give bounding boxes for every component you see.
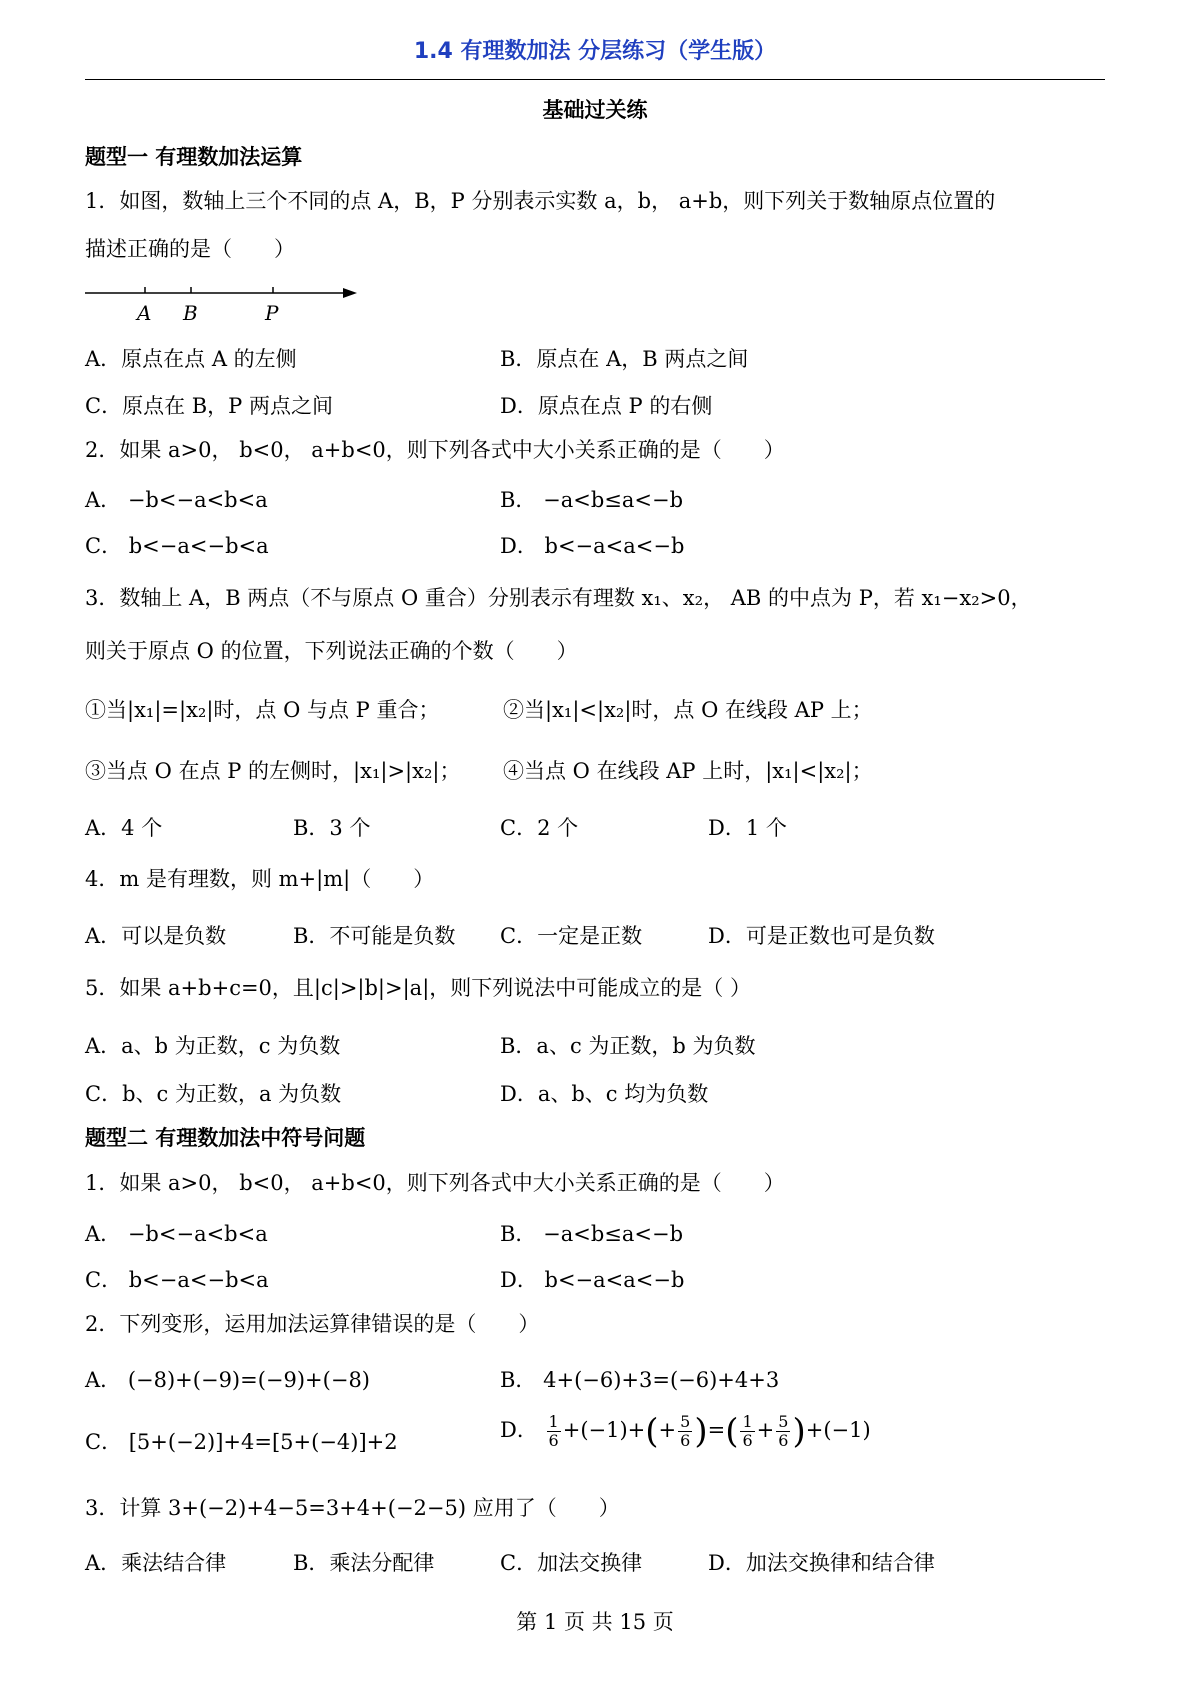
fraction-1-6-b: $\frac{1}{6}$ [742, 1412, 753, 1450]
t2-q3-option-b[interactable]: B．乘法分配律 [293, 1551, 435, 1575]
t1-q3-line2: 则关于原点 O 的位置，下列说法正确的个数（ ） [85, 639, 578, 663]
t1-q3-statement-4: ④当点 O 在线段 AP 上时，|x₁|<|x₂|； [503, 759, 873, 783]
t1-q2-option-a[interactable]: A． −b<−a<b<a [85, 488, 268, 512]
label-a: A [137, 301, 152, 324]
t1-q4-option-b[interactable]: B．不可能是负数 [293, 924, 456, 948]
type1-heading: 题型一 有理数加法运算 [85, 145, 303, 169]
t1-q5-option-a[interactable]: A．a、b 为正数，c 为负数 [85, 1034, 341, 1058]
t2-q2-option-d[interactable]: D． $\frac{1}{6}$ +(−1)+(+ $\frac{5}{6}$ )=( $\frac{1}{6}$ + $\frac{5}{6}$ )+(−1) [500, 1411, 871, 1452]
t1-q3-option-d[interactable]: D．1 个 [708, 816, 787, 840]
type2-heading: 题型二 有理数加法中符号问题 [85, 1126, 366, 1150]
t2-q3-stem: 3．计算 3+(−2)+4−5=3+4+(−2−5) 应用了（ ） [85, 1496, 620, 1520]
t1-q4-option-a[interactable]: A．可以是负数 [85, 924, 227, 948]
t2-q1-option-b[interactable]: B． −a<b≤a<−b [500, 1222, 684, 1246]
section-title: 基础过关练 [542, 98, 648, 122]
t2-q1-option-d[interactable]: D． b<−a<a<−b [500, 1268, 685, 1292]
t2-q2-stem: 2．下列变形，运用加法运算律错误的是（ ） [85, 1312, 540, 1336]
t1-q1-option-d[interactable]: D．原点在点 P 的右侧 [500, 394, 713, 418]
fraction-5-6: $\frac{5}{6}$ [680, 1412, 691, 1450]
t1-q1-option-b[interactable]: B．原点在 A，B 两点之间 [500, 347, 749, 371]
t1-q5-option-b[interactable]: B．a、c 为正数，b 为负数 [500, 1034, 756, 1058]
t2-q2-option-c[interactable]: C． [5+(−2)]+4=[5+(−4)]+2 [85, 1430, 398, 1454]
t1-q1-option-c[interactable]: C．原点在 B，P 两点之间 [85, 394, 333, 418]
t1-q5-stem: 5．如果 a+b+c=0，且|c|>|b|>|a|，则下列说法中可能成立的是（ ） [85, 976, 751, 1000]
page-footer: 第 1 页 共 15 页 [516, 1610, 674, 1634]
t1-q1-line1: 1．如图，数轴上三个不同的点 A，B，P 分别表示实数 a，b， a+b，则下列关于数轴原点位置的 [85, 189, 996, 213]
fraction-5-6-b: $\frac{5}{6}$ [778, 1412, 789, 1450]
number-line-figure [85, 280, 365, 324]
t1-q3-option-b[interactable]: B．3 个 [293, 816, 371, 840]
label-b: B [183, 301, 198, 324]
t2-q3-option-d[interactable]: D．加法交换律和结合律 [708, 1551, 935, 1575]
t1-q3-statement-1: ①当|x₁|=|x₂|时，点 O 与点 P 重合； [85, 698, 440, 722]
t2-q2-option-d-label: D． [500, 1418, 538, 1442]
axis-arrow-icon [343, 288, 357, 298]
t2-q1-stem: 1．如果 a>0， b<0， a+b<0，则下列各式中大小关系正确的是（ ） [85, 1171, 785, 1195]
t1-q2-stem: 2．如果 a>0， b<0， a+b<0，则下列各式中大小关系正确的是（ ） [85, 438, 785, 462]
t1-q3-line1: 3．数轴上 A，B 两点（不与原点 O 重合）分别表示有理数 x₁、x₂， AB 的中点为 P，若 x₁−x₂>0， [85, 586, 1032, 610]
t1-q3-option-c[interactable]: C．2 个 [500, 816, 579, 840]
t1-q2-option-c[interactable]: C． b<−a<−b<a [85, 534, 269, 558]
t1-q3-statement-2: ②当|x₁|<|x₂|时，点 O 在线段 AP 上； [503, 698, 873, 722]
t1-q5-option-c[interactable]: C．b、c 为正数，a 为负数 [85, 1082, 342, 1106]
t2-q3-option-a[interactable]: A．乘法结合律 [85, 1551, 227, 1575]
t1-q3-statement-3: ③当点 O 在点 P 的左侧时，|x₁|>|x₂|； [85, 759, 461, 783]
t2-q1-option-c[interactable]: C． b<−a<−b<a [85, 1268, 269, 1292]
t1-q2-option-d[interactable]: D． b<−a<a<−b [500, 534, 685, 558]
page-title: 1.4 有理数加法 分层练习（学生版） [413, 39, 777, 64]
t1-q4-option-c[interactable]: C．一定是正数 [500, 924, 643, 948]
t1-q4-stem: 4．m 是有理数，则 m+|m|（ ） [85, 867, 435, 891]
t1-q5-option-d[interactable]: D．a、b、c 均为负数 [500, 1082, 709, 1106]
t2-q1-option-a[interactable]: A． −b<−a<b<a [85, 1222, 268, 1246]
t1-q4-option-d[interactable]: D．可是正数也可是负数 [708, 924, 935, 948]
t1-q1-line2: 描述正确的是（ ） [85, 237, 295, 261]
t1-q3-option-a[interactable]: A．4 个 [85, 816, 163, 840]
t1-q1-option-a[interactable]: A．原点在点 A 的左侧 [85, 347, 297, 371]
t2-q2-option-a[interactable]: A． (−8)+(−9)=(−9)+(−8) [85, 1368, 370, 1392]
t2-q2-option-b[interactable]: B． 4+(−6)+3=(−6)+4+3 [500, 1368, 780, 1392]
fraction-1-6: $\frac{1}{6}$ [548, 1412, 559, 1450]
label-p: P [265, 301, 279, 324]
header-divider [85, 79, 1105, 80]
t1-q2-option-b[interactable]: B． −a<b≤a<−b [500, 488, 684, 512]
t2-q3-option-c[interactable]: C．加法交换律 [500, 1551, 643, 1575]
